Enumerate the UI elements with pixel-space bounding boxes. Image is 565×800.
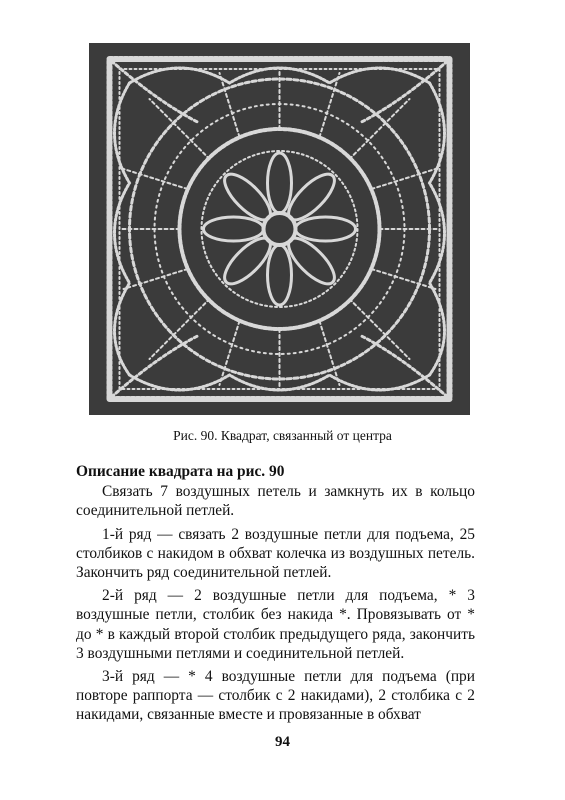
paragraph: 1-й ряд — связать 2 воздушные петли для подъема, 25 столбиков с накидом в обхват колечка из воздушных петель. Закончить ряд соединительной петлей. [76,525,475,582]
page-number: 94 [275,734,290,750]
section-heading: Описание квадрата на рис. 90 [76,463,285,480]
figure-caption: Рис. 90. Квадрат, связанный от центра [173,428,392,443]
paragraph: Связать 7 воздушных петель и замкнуть их в кольцо соединительной петлей. [76,483,475,520]
paragraph: 2-й ряд — 2 воздушные петли для подъема, * 3 воздушные петли, столбик без накида *. Провязывать от * до * в каждый второй столбик предыдущего ряда, закончить 3 воздушными петлями и соединительной петлей. [76,587,475,662]
crochet-square-photo [89,43,470,415]
paragraph: 3-й ряд — * 4 воздушные петли для подъема (при повторе раппорта — столбик с 2 накидами), 2 столбика с 2 накидами, связанные вместе и провязанные в обхват [76,668,475,724]
body-text [76,462,475,729]
